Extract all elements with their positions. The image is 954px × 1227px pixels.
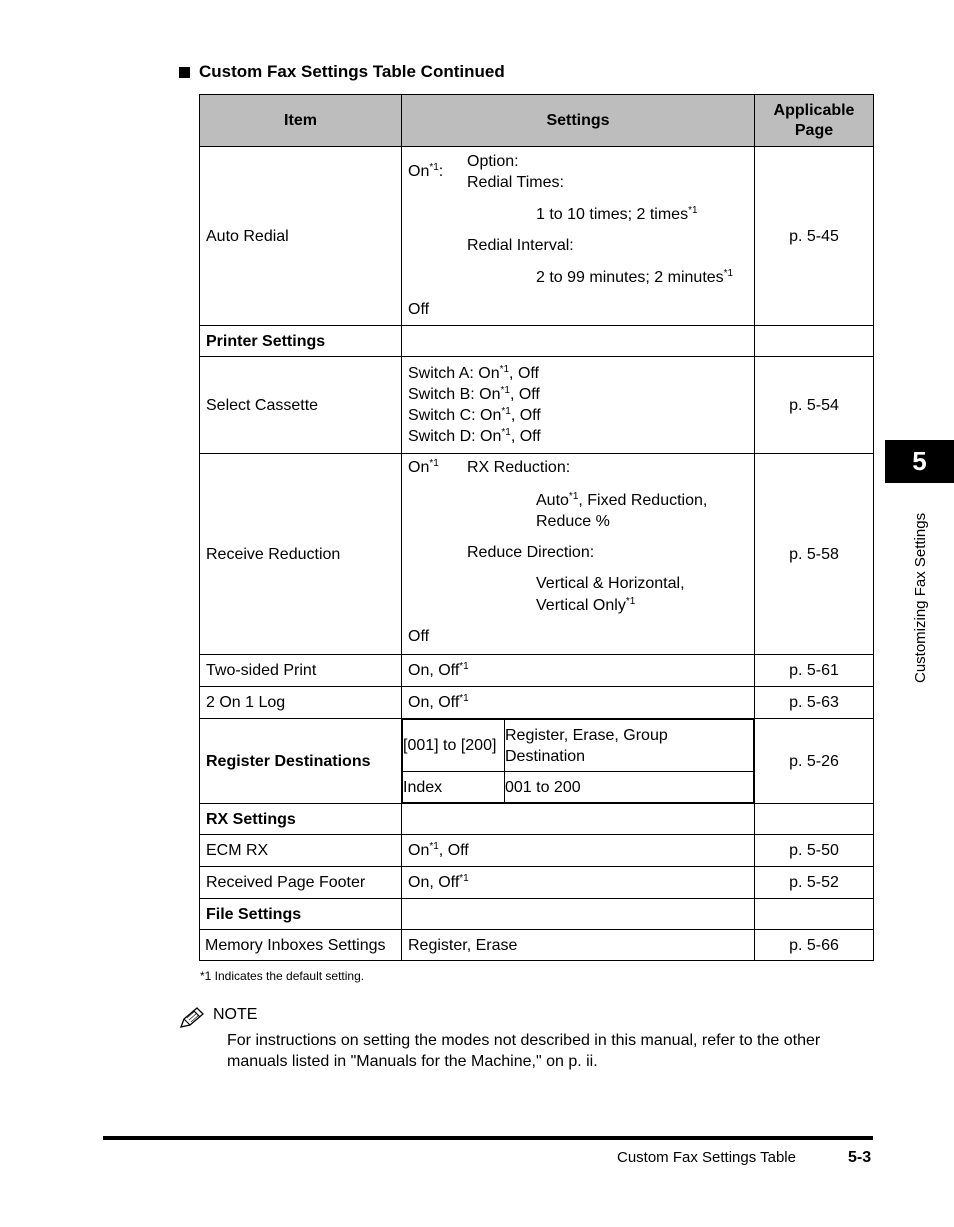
row-page-register-destinations: p. 5-26 [755, 719, 874, 804]
table-row [200, 147, 874, 326]
row-page-2on1-log: p. 5-63 [755, 687, 874, 719]
row-settings-auto-redial [402, 147, 755, 326]
row-item-printer-settings: Printer Settings [200, 326, 402, 357]
row-page-select-cassette: p. 5-54 [755, 357, 874, 454]
reduction-rx-label: RX Reduction: [467, 459, 571, 476]
reduction-direction-label: Reduce Direction: [467, 544, 595, 561]
table-row [200, 867, 874, 899]
settings-table [199, 94, 874, 961]
row-page-memory-inboxes: p. 5-66 [755, 930, 874, 961]
row-item-two-sided-print: Two-sided Print [200, 655, 402, 687]
table-row [200, 326, 874, 357]
table-row [200, 655, 874, 687]
auto-redial-off: Off [408, 301, 430, 318]
header-applicable-page: Applicable Page [755, 95, 874, 147]
cassette-switch-d: Switch D: On$^{*1}$, Off [408, 427, 541, 445]
footer-divider [103, 1136, 873, 1140]
section-title-text: Custom Fax Settings Table Continued [199, 62, 505, 81]
reduction-auto: Auto$^{*1}$, Fixed Reduction, [536, 491, 708, 509]
reduction-vonly: Vertical Only$^{*1}$ [536, 596, 636, 614]
row-item-received-page-footer: Received Page Footer [200, 867, 402, 899]
row-page-receive-reduction: p. 5-58 [755, 454, 874, 655]
register-index-label: Index [403, 772, 505, 803]
note-label: NOTE [213, 1006, 258, 1023]
note-text: For instructions on setting the modes not described in this manual, refer to the other manuals listed in "Manuals for the Machine," on p. ii. [227, 1032, 821, 1070]
table-row [200, 804, 874, 835]
table-row [200, 687, 874, 719]
table-row [200, 899, 874, 930]
row-settings-two-sided-print: On, Off$^{*1}$ [402, 655, 755, 687]
cassette-switch-b: Switch B: On$^{*1}$, Off [408, 385, 540, 403]
header-settings: Settings [402, 95, 755, 147]
row-page-auto-redial: p. 5-45 [755, 147, 874, 326]
table-row [200, 835, 874, 867]
black-square-icon [179, 67, 190, 78]
chapter-tab: 5 [885, 440, 954, 483]
reduction-on: On$^{*1}$ [408, 458, 439, 476]
pencil-icon [178, 1006, 206, 1030]
row-settings-memory-inboxes: Register, Erase [402, 930, 755, 961]
register-destinations-subtable [402, 719, 754, 803]
header-item: Item [200, 95, 402, 147]
row-item-auto-redial: Auto Redial [200, 147, 402, 326]
row-item-register-destinations: Register Destinations [200, 719, 402, 804]
row-item-select-cassette: Select Cassette [200, 357, 402, 454]
footer-title: Custom Fax Settings Table [617, 1149, 796, 1166]
row-item-rx-settings: RX Settings [200, 804, 402, 835]
auto-redial-interval-label: Redial Interval: [467, 237, 574, 254]
table-row [200, 454, 874, 655]
row-item-ecm-rx: ECM RX [200, 835, 402, 867]
row-item-memory-inboxes: Memory Inboxes Settings [200, 930, 402, 961]
row-page-received-page-footer: p. 5-52 [755, 867, 874, 899]
auto-redial-times-value: 1 to 10 times; 2 times$^{*1}$ [536, 205, 698, 223]
table-footnote: *1 Indicates the default setting. [200, 969, 365, 983]
row-settings-select-cassette [402, 357, 755, 454]
table-header-row [200, 95, 874, 147]
auto-redial-option: Option: [467, 153, 519, 170]
row-settings-2on1-log: On, Off$^{*1}$ [402, 687, 755, 719]
section-title [179, 62, 505, 82]
register-index-value: 001 to 200 [505, 772, 754, 803]
table-row [200, 719, 874, 804]
register-range-label: [001] to [200] [403, 720, 505, 772]
cassette-switch-a: Switch A: On$^{*1}$, Off [408, 364, 539, 382]
row-settings-received-page-footer: On, Off$^{*1}$ [402, 867, 755, 899]
auto-redial-times-label: Redial Times: [467, 174, 564, 191]
row-item-file-settings: File Settings [200, 899, 402, 930]
reduction-reduce-pct: Reduce % [536, 513, 610, 530]
row-settings-register-destinations [402, 719, 755, 804]
reduction-off: Off [408, 628, 430, 645]
row-page-two-sided-print: p. 5-61 [755, 655, 874, 687]
row-settings-receive-reduction [402, 454, 755, 655]
row-page-ecm-rx: p. 5-50 [755, 835, 874, 867]
table-row [200, 357, 874, 454]
auto-redial-interval-value: 2 to 99 minutes; 2 minutes$^{*1}$ [536, 268, 734, 286]
row-settings-ecm-rx: On$^{*1}$, Off [402, 835, 755, 867]
row-item-2on1-log: 2 On 1 Log [200, 687, 402, 719]
register-range-value: Register, Erase, Group Destination [505, 720, 754, 772]
cassette-switch-c: Switch C: On$^{*1}$, Off [408, 406, 541, 424]
chapter-side-label: Customizing Fax Settings [912, 512, 929, 683]
reduction-vh: Vertical & Horizontal, [536, 575, 685, 592]
footer-page-number: 5-3 [848, 1149, 872, 1166]
auto-redial-on: On$^{*1}$: [408, 162, 444, 180]
table-row [200, 930, 874, 961]
row-item-receive-reduction: Receive Reduction [200, 454, 402, 655]
